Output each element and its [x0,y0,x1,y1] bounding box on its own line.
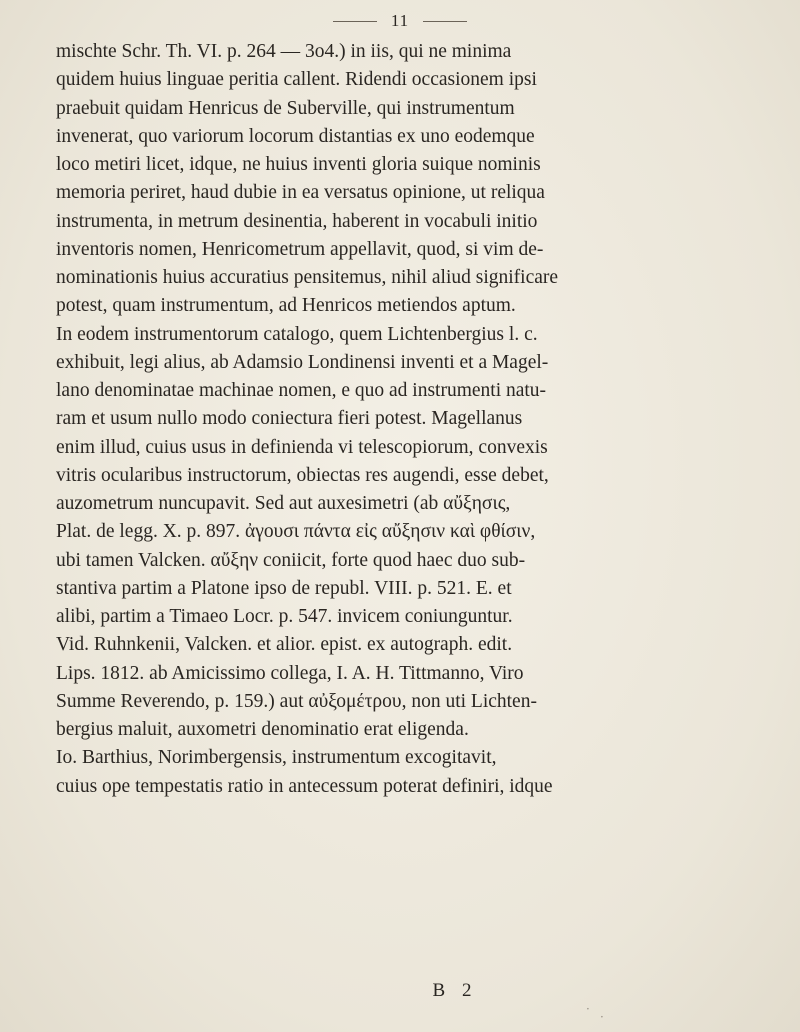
text-line-content: auzometrum nuncupavit. Sed aut auxesimetri (ab αὔξησις, [56,493,511,514]
text-line [56,462,764,490]
text-line-content: bergius maluit, auxometri denominatio erat eligenda. [56,719,469,740]
text-line [56,773,764,801]
text-line-content: mischte Schr. Th. VI. p. 264 — 3o4.) in iis, qui ne minima [56,41,512,62]
text-line-content: In eodem instrumentorum catalogo, quem Lichtenbergius l. c. [56,323,538,345]
text-line [56,349,764,377]
text-line-content: Vid. Ruhnkenii, Valcken. et alior. epist. ex autograph. edit. [56,634,513,656]
text-line-content: cuius ope tempestatis ratio in antecessum poterat definiri, idque [56,775,553,797]
text-line-content: inventoris nomen, Henricometrum appellavit, quod, si vim de- [56,238,544,260]
text-line-content: Plat. de legg. X. p. 897. ἀγουσι πάντα εἰς αὔξησιν καὶ φθίσιν, [56,521,536,543]
text-line-content: exhibuit, legi alius, ab Adamsio Londinensi inventi et a Magel- [56,351,549,373]
signature-mark: B 2 [432,980,478,1001]
text-line-content: loco metiri licet, idque, ne huius inventi gloria suique nominis [56,154,541,175]
text-line-content: invenerat, quo variorum locorum distantias ex uno eodemque [56,125,535,147]
text-line [56,66,764,94]
text-line-content: memoria periret, haud dubie in ea versatus opinione, ut reliqua [56,182,545,204]
text-line [56,321,764,349]
text-line-content: Summe Reverendo, p. 159.) aut αὐξομέτρου, non uti Lichten- [56,690,537,712]
text-line [56,547,764,575]
text-line-content: enim illud, cuius usus in definienda vi telescopiorum, convexis [56,436,548,458]
paper-speck: · [600,1010,604,1024]
text-line-content: ubi tamen Valcken. αὔξην coniicit, forte quod haec duo sub- [56,549,526,571]
paper-speck: · [586,1002,590,1016]
text-line [56,151,764,179]
text-line [56,95,764,123]
text-line-content: Lips. 1812. ab Amicissimo collega, I. A. H. Tittmanno, Viro [56,662,524,684]
text-line [56,631,764,659]
text-line [56,660,764,688]
text-line [56,434,764,462]
text-line-content: praebuit quidam Henricus de Suberville, qui instrumentum [56,97,515,119]
text-line [56,490,764,518]
text-line [56,179,764,207]
text-line-content: ram et usum nullo modo coniectura fieri potest. Magellanus [56,408,523,430]
text-line [56,236,764,264]
text-line [56,264,764,292]
text-line [56,716,764,744]
text-line-content: quidem huius linguae peritia callent. Ridendi occasionem ipsi [56,69,537,91]
text-line-content: vitris ocularibus instructorum, obiectas res augendi, esse debet, [56,464,549,486]
text-line-content: stantiva partim a Platone ipso de republ. VIII. p. 521. E. et [56,577,512,599]
text-line [56,688,764,716]
text-line-content: lano denominatae machinae nomen, e quo ad instrumenti natu- [56,380,547,401]
header-rule-right [423,21,467,22]
text-line [56,518,764,546]
text-line [56,292,764,320]
text-line [56,744,764,772]
text-line-content: alibi, partim a Timaeo Locr. p. 547. invicem coniunguntur. [56,606,513,627]
text-line-content: potest, quam instrumentum, ad Henricos metiendos aptum. [56,295,516,317]
text-line [56,405,764,433]
text-line [56,208,764,236]
page-number: 11 [390,11,410,30]
running-header [0,8,800,34]
body-text [56,38,764,801]
text-line [56,123,764,151]
text-line-content: instrumenta, in metrum desinentia, haberent in vocabuli initio [56,210,538,232]
text-line [56,38,764,66]
header-rule-left [333,21,377,22]
text-line-content: nominationis huius accuratius pensitemus, nihil aliud significare [56,267,559,288]
text-line-content: Io. Barthius, Norimbergensis, instrumentum excogitavit, [56,747,497,769]
text-line [56,603,764,631]
text-line [56,377,764,405]
text-line [56,575,764,603]
